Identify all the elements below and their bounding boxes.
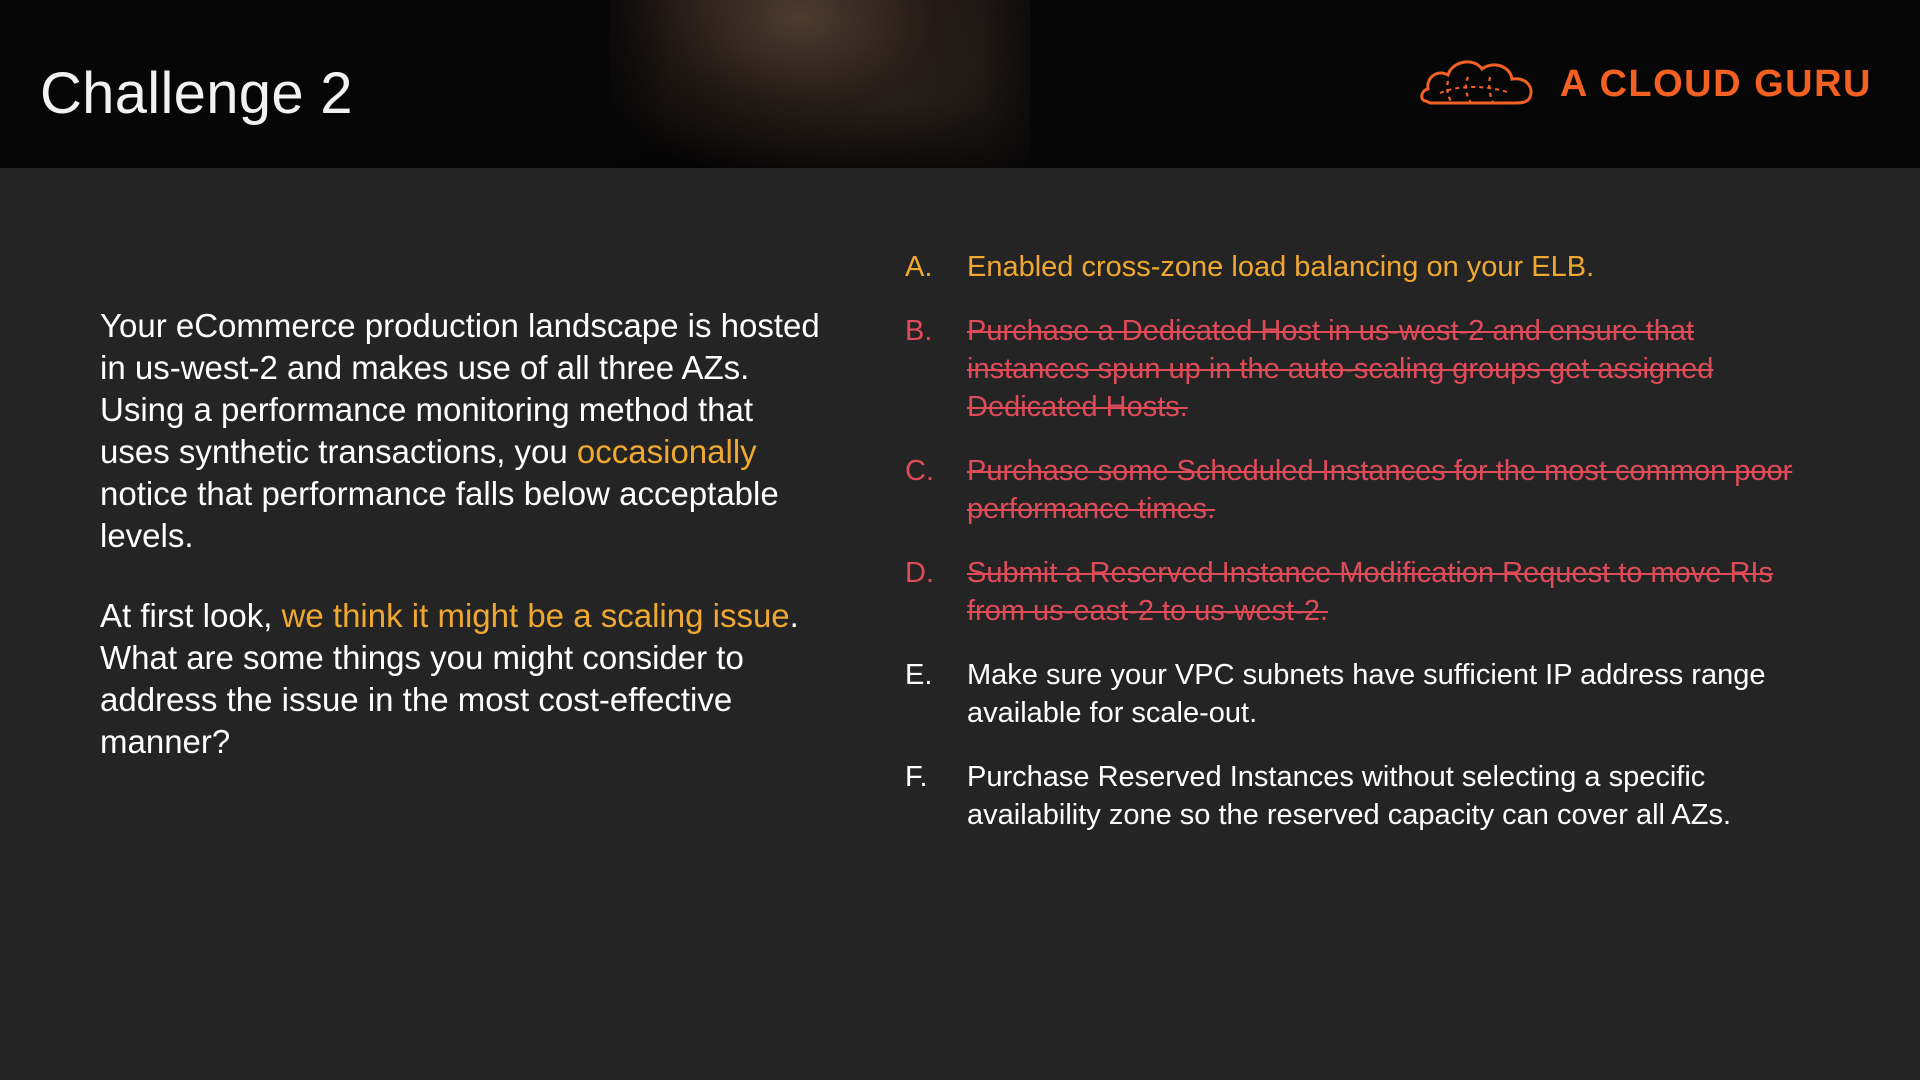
answer-letter: A. [905, 251, 933, 283]
brand-logo [1418, 48, 1872, 120]
answer-text: Submit a Reserved Instance Modification Request to move RIs from us-east-2 to us-west-2. [967, 557, 1773, 627]
cloud-icon [1418, 51, 1542, 117]
answer-letter: D. [905, 557, 934, 589]
question-p2-part2: . What are some things you might consider to address the issue in the most cost-effective manner? [100, 597, 799, 760]
question-block [100, 305, 820, 801]
question-paragraph-2 [100, 595, 820, 763]
answer-option-a[interactable] [905, 248, 1805, 286]
answer-option-b[interactable] [905, 312, 1805, 426]
answer-text: Purchase some Scheduled Instances for the most common poor performance times. [967, 455, 1793, 525]
answer-letter: F. [905, 761, 928, 793]
question-p1-part1: Your eCommerce production landscape is hosted in us-west-2 and makes use of all three AZs. Using a performance monitoring method that uses synthetic transactions, you [100, 307, 820, 470]
question-paragraph-1 [100, 305, 820, 557]
page-title: Challenge 2 [40, 61, 353, 126]
answer-text: Make sure your VPC subnets have sufficient IP address range available for scale-out. [967, 659, 1766, 729]
answer-text: Enabled cross-zone load balancing on your ELB. [967, 251, 1595, 283]
answer-letter: B. [905, 315, 933, 347]
question-p1-highlight: occasionally [576, 433, 757, 470]
answer-list [905, 248, 1805, 860]
question-p2-highlight: we think it might be a scaling issue [281, 597, 790, 634]
presenter-video-thumbnail [610, 0, 1030, 168]
photo-fade-left [590, 0, 670, 168]
answer-option-d[interactable] [905, 554, 1805, 630]
answer-option-e[interactable] [905, 656, 1805, 732]
answer-text: Purchase a Dedicated Host in us-west-2 and ensure that instances spun up in the auto-scaling groups get assigned Dedicated Hosts. [967, 315, 1714, 423]
answer-text: Purchase Reserved Instances without selecting a specific availability zone so the reserved capacity can cover all AZs. [967, 761, 1732, 831]
photo-fade-right [980, 0, 1070, 168]
answer-option-c[interactable] [905, 452, 1805, 528]
answer-letter: E. [905, 659, 933, 691]
brand-name: A CLOUD GURU [1559, 62, 1872, 105]
question-p2-part1: At first look, [100, 597, 282, 634]
answer-letter: C. [905, 455, 934, 487]
answer-option-f[interactable] [905, 758, 1805, 834]
question-p1-part2: notice that performance falls below acceptable levels. [100, 475, 779, 554]
